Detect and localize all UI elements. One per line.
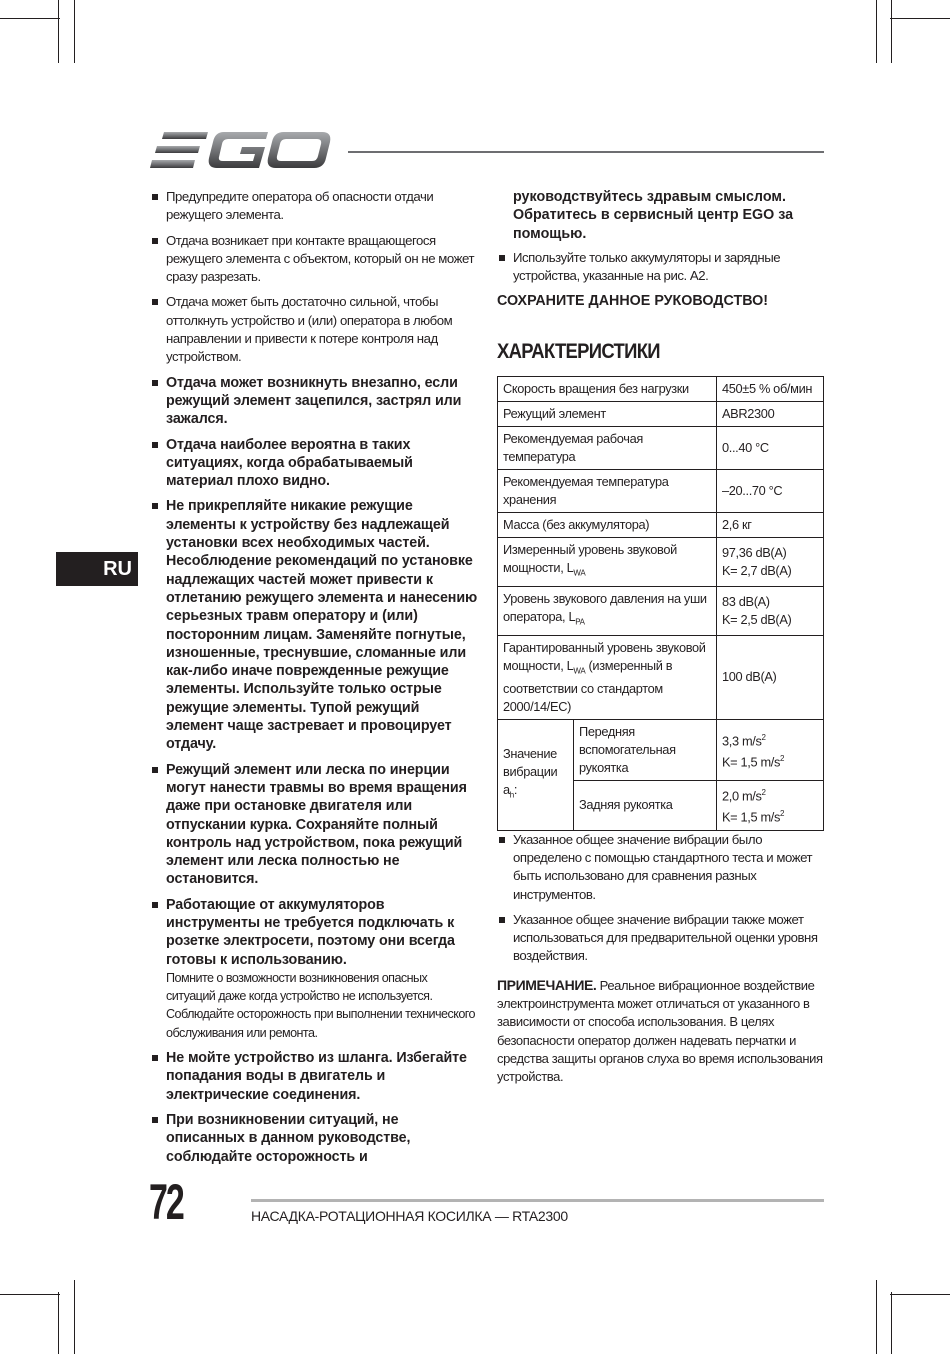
- value-line: 97,36 dB(A): [722, 545, 787, 561]
- spec-value: [717, 720, 824, 781]
- spec-label: Рекомендуемая температура хранения: [498, 470, 717, 513]
- list-item: При возникновении ситуаций, не описанных в данном руководстве, соблюдайте осторожность и: [150, 1111, 478, 1166]
- label-subscript: WA: [573, 666, 586, 676]
- value-superscript: 2: [761, 732, 766, 742]
- table-row: [498, 427, 824, 470]
- value-superscript: 2: [780, 754, 785, 764]
- save-notice: СОХРАНИТЕ ДАННОЕ РУКОВОДСТВО!: [497, 293, 769, 310]
- label-text: :: [513, 782, 518, 798]
- crop-mark: [891, 0, 892, 63]
- list-item: [150, 896, 478, 1042]
- label-text: Уровень звукового давления на уши оператора, L: [503, 591, 707, 625]
- list-item: Предупредите оператора об опасности отдачи режущего элемента.: [150, 188, 478, 225]
- safety-list: [150, 188, 478, 1166]
- value-line: [722, 805, 819, 826]
- table-row: [498, 402, 824, 427]
- note-paragraph: [497, 976, 824, 1087]
- table-row: [498, 513, 824, 538]
- list-item-bold-text: Работающие от аккумуляторов инструменты не требуется подключать к розетке электросети, поэтому они всегда готовы к использованию.: [166, 896, 455, 968]
- list-item: Режущий элемент или леска по инерции могут нанести травмы во время вращения даже при остановке двигателя или отпускании курка. Сохраняйте полный контроль над устройством, пока режущий элемент или леска полностью не остановится.: [150, 761, 478, 889]
- crop-mark: [876, 1280, 877, 1354]
- value-superscript: 2: [761, 788, 766, 798]
- spec-label: [498, 587, 717, 636]
- table-row: [498, 538, 824, 587]
- right-column: [497, 188, 824, 1087]
- value-line: [722, 750, 819, 771]
- spec-label: Скорость вращения без нагрузки: [498, 377, 717, 402]
- label-text: Значение вибрации a: [503, 746, 558, 798]
- spec-value: [717, 781, 824, 831]
- label-text: (измеренный в соответствии со стандартом 2000/14/EC): [503, 657, 673, 715]
- value-line: [722, 784, 819, 805]
- value-line: 83 dB(A): [722, 593, 770, 609]
- table-row: [498, 470, 824, 513]
- note-text: Реальное вибрационное воздействие электроинструмента может отличаться от указанного в зависимости от способа использования. В целях безопасности оператор должен надевать перчатки и средства защиты органов слуха во время использования устройства.: [497, 977, 823, 1085]
- note-label: ПРИМЕЧАНИЕ.: [497, 976, 597, 993]
- crop-mark: [74, 1280, 75, 1354]
- crop-mark: [58, 0, 59, 63]
- crop-mark: [876, 0, 877, 63]
- handle-label: Задняя рукоятка: [574, 781, 717, 831]
- crop-mark: [0, 1294, 60, 1295]
- spec-value: –20...70 °C: [717, 470, 824, 513]
- value-text: K= 1,5 m/s: [722, 754, 781, 770]
- spec-value: 100 dB(A): [717, 635, 824, 720]
- list-item: Отдача возникает при контакте вращающегося режущего элемента с объектом, который он не может сразу разрезать.: [150, 232, 478, 287]
- handle-label: Передняя вспомогательная рукоятка: [574, 720, 717, 781]
- table-row: [498, 377, 824, 402]
- label-subscript: h: [509, 790, 514, 800]
- section-title: ХАРАКТЕРИСТИКИ: [497, 340, 660, 364]
- label-subscript: WA: [573, 569, 586, 579]
- value-text: 2,0 m/s: [722, 788, 762, 804]
- list-item: Не мойте устройство из шланга. Избегайте попадания воды в двигатель и электрические соединения.: [150, 1049, 478, 1104]
- vibration-label: [498, 720, 574, 831]
- value-line: K= 2,7 dB(A): [722, 563, 792, 579]
- value-line: [722, 729, 819, 750]
- label-subscript: PA: [575, 617, 585, 627]
- spec-label: [498, 538, 717, 587]
- spec-label: Рекомендуемая рабочая температура: [498, 427, 717, 470]
- table-row: [498, 720, 824, 781]
- label-text: Измеренный уровень звуковой мощности, L: [503, 542, 677, 576]
- spec-value: 0...40 °C: [717, 427, 824, 470]
- page-number: 72: [149, 1174, 183, 1230]
- list-item: Используйте только аккумуляторы и зарядные устройства, указанные на рис. A2.: [497, 249, 824, 286]
- spec-label: [498, 635, 717, 720]
- list-item: Отдача может быть достаточно сильной, чтобы оттолкнуть устройство и (или) оператора в любом направлении и привести к потере контроля над устройством.: [150, 293, 478, 366]
- value-text: 3,3 m/s: [722, 733, 762, 749]
- language-tab: RU: [56, 552, 138, 586]
- spec-table: [497, 376, 824, 830]
- vibration-notes-list: [497, 831, 824, 966]
- value-line: K= 2,5 dB(A): [722, 611, 792, 627]
- table-row: [498, 635, 824, 720]
- list-item: Отдача может возникнуть внезапно, если режущий элемент зацепился, застрял или зажался.: [150, 374, 478, 429]
- label-text: Гарантированный уровень звуковой мощности, L: [503, 639, 706, 673]
- spec-label: Режущий элемент: [498, 402, 717, 427]
- footer-rule: [251, 1199, 824, 1202]
- list-item: Указанное общее значение вибрации было определено с помощью стандартного теста и может быть использовано для сравнения разных инструментов.: [497, 831, 824, 904]
- spec-value: [717, 587, 824, 636]
- value-text: K= 1,5 m/s: [722, 809, 781, 825]
- ego-logo: [150, 128, 332, 172]
- list-item: Указанное общее значение вибрации также может использоваться для предварительной оценки уровня воздействия.: [497, 911, 824, 966]
- battery-note-list: [497, 249, 824, 286]
- crop-mark: [0, 18, 60, 19]
- crop-mark: [890, 18, 950, 19]
- crop-mark: [74, 0, 75, 63]
- crop-mark: [890, 1294, 950, 1295]
- list-item: Отдача наиболее вероятна в таких ситуациях, когда обрабатываемый материал плохо видно.: [150, 436, 478, 491]
- left-column: [150, 188, 478, 1173]
- list-item-extra-text: Помните о возможности возникновения опасных ситуаций даже когда устройство не используется. Соблюдайте осторожность при выполнении технического обслуживания или ремонта.: [166, 970, 475, 1040]
- spec-value: [717, 538, 824, 587]
- footer-title: НАСАДКА-РОТАЦИОННАЯ КОСИЛКА — RTA2300: [251, 1208, 568, 1224]
- continued-text: руководствуйтесь здравым смыслом. Обратитесь в сервисный центр EGO за помощью.: [513, 189, 794, 242]
- spec-value: 2,6 кг: [717, 513, 824, 538]
- list-item: Не прикрепляйте никакие режущие элементы к устройству без надлежащей установки всех необходимых частей. Несоблюдение рекомендаций по установке надлежащих частей может привести к отлетанию режущего элемента и нанесению серьезных травм оператору и (или) посторонним лицам. Заменяйте погнутые, изношенные, треснувшие, сломанные или как-либо иначе поврежденные режущие элементы. Используйте только острые режущие элементы. Тупой режущий элемент чаще застревает и провоцирует отдачу.: [150, 497, 478, 753]
- table-row: [498, 587, 824, 636]
- spec-label: Масса (без аккумулятора): [498, 513, 717, 538]
- crop-mark: [58, 1292, 59, 1354]
- spec-value: 450±5 % об/мин: [717, 377, 824, 402]
- value-superscript: 2: [780, 809, 785, 819]
- spec-value: ABR2300: [717, 402, 824, 427]
- header-rule: [348, 151, 824, 153]
- crop-mark: [891, 1292, 892, 1354]
